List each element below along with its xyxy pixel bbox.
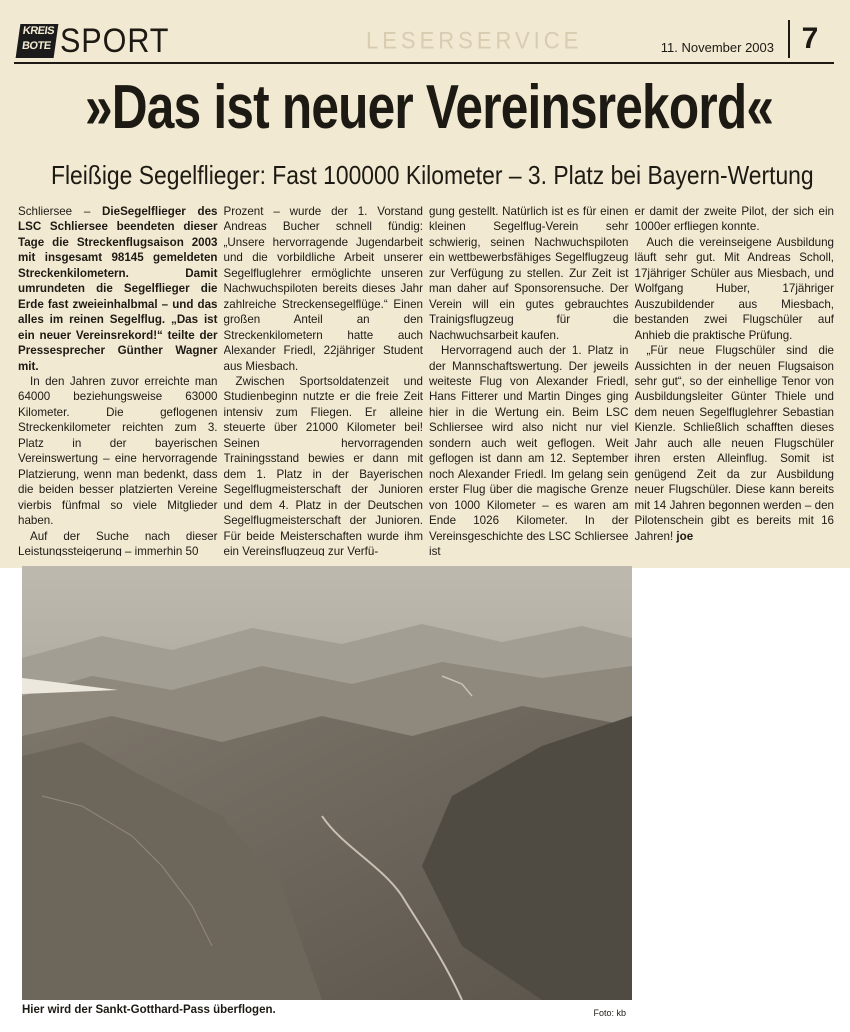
masthead-rule <box>14 62 834 64</box>
headline: »Das ist neuer Vereinsrekord« <box>85 73 774 142</box>
lead-text: DieSegelflieger des LSC Schliersee beendeten dieser Tage die Streckenflugsaison 2003 mit insgesamt 98145 gemeldeten Streckenkilometern. Damit umrundeten die Segelflieger die Erde fast zweieinhalbmal – und das alles im reinen Segelflug. „Das ist ein neuer Vereinsrekord!“ teilte der Pressesprecher Günther Wagner mit. <box>18 205 218 373</box>
paragraph: Prozent – wurde der 1. Vorstand Andreas Bucher schnell fündig: „Unsere hervorragende Jugendarbeit und die vorbildliche Arbeit unserer Segelfluglehrer ermöglichte unseren Nachwuchspiloten bereits dieses Jahr zahlreiche Streckensegelflüge.“ Einen großen Anteil an den Streckenkilometern hatte auch Alexander Friedl, 22jähriger Student aus Miesbach. <box>223 205 423 373</box>
logo-line-2: BOTE <box>21 40 52 52</box>
logo-line-1: KREIS <box>21 25 55 37</box>
dateline: Schliersee – <box>18 205 103 218</box>
article-body <box>18 204 834 556</box>
lead-paragraph <box>18 204 218 374</box>
column-4 <box>635 204 835 556</box>
column-1 <box>18 204 218 556</box>
photo-caption: Hier wird der Sankt-Gotthard-Pass überflogen. <box>22 1004 276 1016</box>
paragraph <box>635 343 835 544</box>
page-number: 7 <box>788 20 830 58</box>
paragraph: Auch die vereinseigene Ausbildung läuft sehr gut. Mit Andreas Scholl, 17jähriger Schüler aus Miesbach, und Wolfgang Huber, 17jähriger Auszubildender aus Miesbach, bestanden zwei Flugschüler auf Anhieb die praktische Prüfung. <box>634 235 834 342</box>
alpine-landscape-photo <box>22 566 632 1000</box>
section-title: SPORT <box>60 22 170 60</box>
article-photo <box>22 566 632 1000</box>
photo-caption-bar <box>22 1004 632 1026</box>
issue-date: 11. November 2003 <box>660 40 774 55</box>
column-3 <box>429 204 629 556</box>
photo-credit: Foto: kb <box>593 1008 626 1018</box>
paragraph: Zwischen Sportsoldatenzeit und Studienbeginn nutzte er die freie Zeit intensiv zum Fliegen. Er alleine steuerte über 21000 Kilometer bei! Seinen hervorragenden Trainingsstand bewies er dann mit dem 1. Platz in der Bayerischen Segelflugmeisterschaft der Junioren und dem 4. Platz in der Deutschen Segelflugmeisterschaft der Junioren. Für beide Meisterschaften wurde ihm ein Vereinsflugzeug zur Verfü- <box>223 374 423 556</box>
paragraph: Auf der Suche nach dieser Leistungssteigerung – immerhin 50 <box>18 529 218 556</box>
author-signature: joe <box>676 529 694 543</box>
column-2 <box>224 204 424 556</box>
paragraph: In den Jahren zuvor erreichte man 64000 beziehungsweise 63000 Kilometer. Die geflogenen Streckenkilometer reichten zum 3. Platz in der bayerischen Vereinswertung – eine hervorragende Platzierung, wenn man bedenkt, dass die beiden besser platzierten Vereine vierbis fünfmal so viele Mitglieder haben. <box>18 374 218 528</box>
paragraph: er damit der zweite Pilot, der sich ein 1000er erfliegen konnte. <box>634 205 834 234</box>
bleed-through-text: LESERSERVICE <box>366 26 583 55</box>
masthead <box>14 20 834 62</box>
paragraph-text: „Für neue Flugschüler sind die Aussichten in der neuen Flugsaison sehr gut“, so der einhellige Tenor von Ausbildungsleiter Günter Thiele und dem neuen Segelfluglehrer Sebastian Kienzle. Schließlich schafften dieses Jahr auch alle neuen Flugschüler ihren ersten Alleinflug. Somit ist genügend Zeit da zur Ausbildung neuer Flugschüler. Diese kann bereits mit 14 Jahren begonnen werden – den Pilotenschein gibt es bereits mit 16 Jahren! <box>634 344 834 543</box>
paragraph: gung gestellt. Natürlich ist es für einen kleinen Segelflug-Verein sehr schwierig, seinen Nachwuchspiloten ein wettbewerbsfähiges Segelflugzeug zur Verfügung zu stellen. Zur Zeit ist man daher auf Sponsorensuche. Der Verein will ein gutes gebrauchtes Trainigsflugzeug für die Nachwuchsarbeit kaufen. <box>429 205 629 342</box>
subheadline: Fleißige Segelflieger: Fast 100000 Kilometer – 3. Platz bei Bayern-Wertung <box>51 160 814 190</box>
paragraph: Hervorragend auch der 1. Platz in der Mannschaftswertung. Der jeweils weiteste Flug von Alexander Friedl, Hans Fitterer und Martin Dinges ging hier in die Wertung ein. Beim LSC Schliersee wird also nicht nur viel sondern auch weit geflogen. Weit geflogen ist dann am 12. September noch Alexander Friedl. Im gelang sein erster Flug über die magische Grenze von 1000 Kilometer – es waren am Ende 1026 Kilometer. In der Vereinsgeschichte des LSC Schliersee ist <box>429 344 629 556</box>
kreisbote-logo <box>16 24 59 58</box>
